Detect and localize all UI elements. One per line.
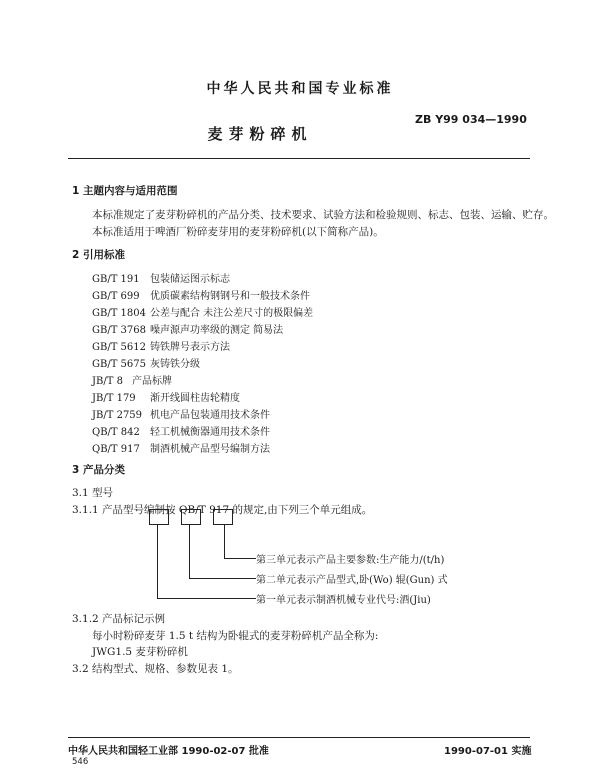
leader-line-2-horizontal [189, 578, 256, 579]
reference-code: GB/T 5612 [92, 342, 147, 353]
reference-title: 轻工机械衡器通用技术条件 [150, 427, 270, 438]
reference-code: JB/T 8 [92, 376, 123, 387]
section3-2-text: 3.2 结构型式、规格、参数见表 1。 [72, 663, 239, 675]
unit-box-3 [213, 509, 233, 525]
reference-code: QB/T 842 [92, 427, 140, 438]
reference-title: 铸铁牌号表示方法 [150, 342, 230, 353]
section3-1-1-text: 3.1.1 产品型号编制按 QB/T 917 的规定,由下列三个单元组成。 [72, 504, 373, 516]
leader-line-2 [189, 524, 190, 578]
reference-title: 包装储运图示标志 [150, 274, 230, 285]
reference-item [92, 372, 172, 387]
unit-box-1 [149, 509, 169, 525]
header-rule [68, 158, 530, 159]
reference-title: 渐开线圆柱齿轮精度 [150, 393, 240, 404]
unit-label-1: 第一单元表示制酒机械专业代号:酒(Jiu) [256, 595, 431, 606]
section3-1-heading: 3.1 型号 [72, 487, 114, 499]
reference-item [92, 423, 270, 438]
standard-category: 中华人民共和国专业标准 [206, 81, 394, 97]
section1-heading: 1 主题内容与适用范围 [72, 185, 178, 197]
reference-item [92, 304, 313, 319]
reference-title: 产品标牌 [132, 376, 172, 387]
reference-item [92, 321, 283, 336]
reference-item [92, 270, 230, 285]
unit-box-2 [181, 509, 201, 525]
reference-item [92, 389, 240, 404]
reference-code: GB/T 699 [92, 291, 140, 302]
section1-paragraph1: 本标准规定了麦芽粉碎机的产品分类、技术要求、试验方法和检验规则、标志、包装、运输、贮存。 [92, 209, 554, 221]
reference-item [92, 287, 310, 302]
reference-item [92, 406, 270, 421]
section3-heading: 3 产品分类 [72, 464, 125, 476]
leader-line-1-horizontal [157, 598, 256, 599]
reference-title: 制酒机械产品型号编制方法 [150, 444, 270, 455]
reference-code: GB/T 1804 [92, 308, 147, 319]
issuer-approval: 中华人民共和国轻工业部 1990-02-07 批准 [68, 746, 269, 757]
reference-item [92, 440, 270, 455]
section1-paragraph2: 本标准适用于啤酒厂粉碎麦芽用的麦芽粉碎机(以下简称产品)。 [92, 226, 384, 238]
reference-code: QB/T 917 [92, 444, 140, 455]
page-number: 546 [72, 757, 89, 767]
example-text: 每小时粉碎麦芽 1.5 t 结构为卧辊式的麦芽粉碎机产品全称为: [92, 630, 379, 642]
unit-label-2: 第二单元表示产品型式,卧(Wo) 辊(Gun) 式 [256, 575, 448, 586]
reference-title: 灰铸铁分级 [150, 359, 200, 370]
document-title: 麦芽粉碎机 [207, 125, 313, 143]
leader-line-1 [157, 524, 158, 598]
reference-title: 公差与配合 未注公差尺寸的极限偏差 [150, 308, 314, 319]
leader-line-3-horizontal [224, 558, 256, 559]
reference-code: GB/T 5675 [92, 359, 147, 370]
section2-heading: 2 引用标准 [72, 249, 125, 261]
reference-code: JB/T 179 [92, 393, 136, 404]
reference-title: 噪声源声功率级的测定 简易法 [150, 325, 284, 336]
reference-code: GB/T 191 [92, 274, 140, 285]
example-model: JWG1.5 麦芽粉碎机 [92, 646, 188, 658]
leader-line-3 [224, 524, 225, 558]
reference-code: JB/T 2759 [92, 410, 143, 421]
reference-title: 机电产品包装通用技术条件 [150, 410, 270, 421]
standard-code: ZB Y99 034—1990 [415, 113, 527, 126]
reference-code: GB/T 3768 [92, 325, 147, 336]
section3-1-2-heading: 3.1.2 产品标记示例 [72, 613, 166, 625]
reference-item [92, 355, 200, 370]
reference-title: 优质碳素结构钢钢号和一般技术条件 [150, 291, 310, 302]
unit-label-3: 第三单元表示产品主要参数:生产能力/(t/h) [256, 555, 445, 566]
reference-item [92, 338, 230, 353]
effective-date: 1990-07-01 实施 [444, 746, 532, 757]
footer-rule [68, 737, 530, 738]
